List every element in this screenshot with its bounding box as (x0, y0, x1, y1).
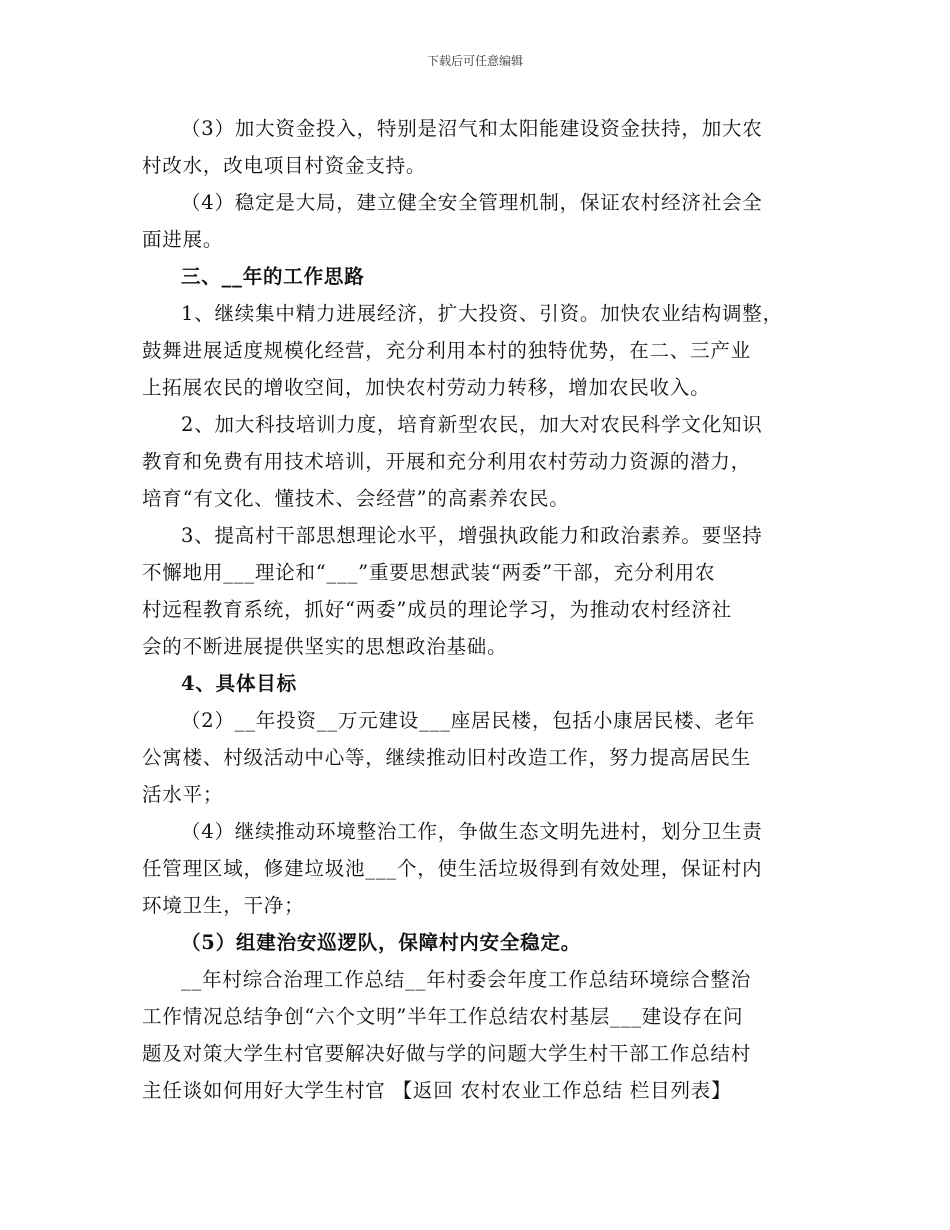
section-heading (142, 665, 812, 702)
paragraph (142, 295, 812, 406)
paragraph (142, 813, 812, 924)
paragraph-line: （3）加大资金投入，特别是沼气和太阳能建设资金扶持，加大农 (181, 117, 763, 140)
paragraph-line: 村改水，改电项目村资金支持。 (142, 154, 427, 177)
paragraph (142, 517, 812, 665)
document-body (142, 110, 812, 1109)
heading-line: 4、具体目标 (181, 672, 297, 695)
paragraph-line: 鼓舞进展适度规模化经营，充分利用本村的独特优势，在二、三产业 (142, 339, 752, 362)
paragraph-line: 1、继续集中精力进展经济，扩大投资、引资。加快农业结构调整， (181, 302, 783, 325)
paragraph-line: 上拓展农民的增收空间，加快农村劳动力转移，增加农民收入。 (142, 376, 711, 399)
paragraph-line: 会的不断进展提供坚实的思想政治基础。 (142, 635, 508, 658)
paragraph-line: （2）__年投资__万元建设___座居民楼，包括小康居民楼、老年 (181, 709, 756, 732)
section-heading (142, 924, 812, 961)
paragraph-line: 题及对策大学生村官要解决好做与学的问题大学生村干部工作总结村 (142, 1042, 752, 1065)
paragraph-line: 3、提高村干部思想理论水平，增强执政能力和政治素养。要坚持 (181, 524, 763, 547)
paragraph-line: 活水平； (142, 783, 224, 806)
paragraph (142, 110, 812, 184)
paragraph-line: 村远程教育系统，抓好“两委”成员的理论学习，为推动农村经济社 (142, 598, 732, 621)
paragraph (142, 406, 812, 517)
paragraph (142, 184, 812, 258)
paragraph-line: 2、加大科技培训力度，培育新型农民，加大对农民科学文化知识 (181, 413, 763, 436)
paragraph-line: 任管理区域，修建垃圾池___个，使生活垃圾得到有效处理，保证村内 (142, 857, 763, 880)
paragraph-line: 工作情况总结争创“六个文明”半年工作总结农村基层___建设存在问 (142, 1005, 744, 1028)
paragraph-line: 公寓楼、村级活动中心等，继续推动旧村改造工作，努力提高居民生 (142, 746, 752, 769)
heading-line: （5）组建治安巡逻队，保障村内安全稳定。 (181, 931, 582, 954)
paragraph-line: （4）继续推动环境整治工作，争做生态文明先进村，划分卫生责 (181, 820, 763, 843)
paragraph-line: 环境卫生，干净； (142, 894, 305, 917)
paragraph-line: （4）稳定是大局，建立健全安全管理机制，保证农村经济社会全 (181, 191, 763, 214)
paragraph-line: 教育和免费有用技术培训，开展和充分利用农村劳动力资源的潜力， (142, 450, 752, 473)
paragraph (142, 702, 812, 813)
page-header: 下载后可任意编辑 (426, 54, 523, 68)
paragraph-line: 不懈地用___理论和“___”重要思想武装“两委”干部，充分利用农 (142, 561, 716, 584)
paragraph-line: 面进展。 (142, 228, 224, 251)
return-link-line[interactable]: 主任谈如何用好大学生村官 【返回 农村农业工作总结 栏目列表】 (142, 1079, 732, 1102)
paragraph-line: __年村综合治理工作总结__年村委会年度工作总结环境综合整治 (181, 968, 751, 991)
paragraph (142, 961, 812, 1109)
paragraph-line: 培育“有文化、懂技术、会经营”的高素养农民。 (142, 487, 570, 510)
section-heading (142, 258, 812, 295)
heading-line: 三、__年的工作思路 (181, 265, 365, 288)
